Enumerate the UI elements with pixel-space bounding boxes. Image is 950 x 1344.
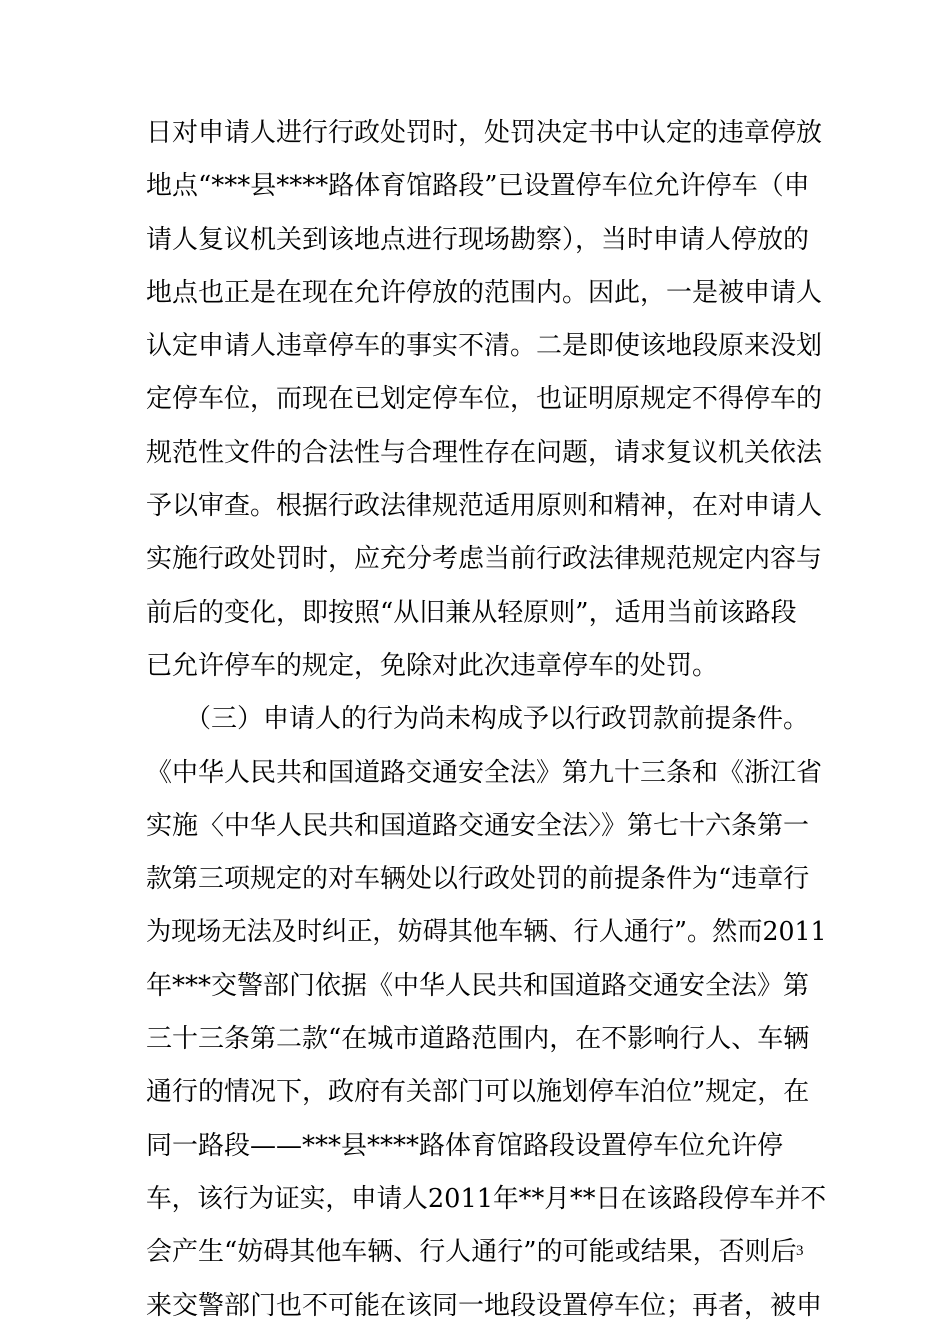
text-line-15: 款第三项规定的对车辆处以行政处罚的前提条件为“违章行: [146, 864, 810, 895]
text-line-4: 地点也正是在现在允许停放的范围内。因此，一是被申请人: [146, 277, 823, 308]
text-line-2: 地点“***县****路体育馆路段”已设置停车位允许停车（申: [146, 171, 810, 202]
text-line-10: 前后的变化，即按照“从旧兼从轻原则”，适用当前该路段: [146, 597, 797, 628]
text-line-21: 车，该行为证实，申请人2011年**月**日在该路段停车并不: [146, 1183, 827, 1214]
text-line-7: 规范性文件的合法性与合理性存在问题，请求复议机关依法: [146, 437, 823, 468]
text-line-18: 三十三条第二款“在城市道路范围内，在不影响行人、车辆: [146, 1024, 810, 1055]
text-line-16: 为现场无法及时纠正，妨碍其他车辆、行人通行”。然而2011: [146, 917, 827, 948]
page-number: 3: [796, 1243, 804, 1259]
text-line-3: 请人复议机关到该地点进行现场勘察），当时申请人停放的: [146, 224, 810, 255]
text-line-9: 实施行政处罚时，应充分考虑当前行政法律规范规定内容与: [146, 544, 823, 575]
text-line-23: 来交警部门也不可能在该同一地段设置停车位；再者，被申: [146, 1290, 823, 1321]
text-line-5: 认定申请人违章停车的事实不清。二是即使该地段原来没划: [146, 331, 823, 362]
text-line-8: 予以审查。根据行政法律规范适用原则和精神，在对申请人: [146, 491, 823, 522]
section-heading-line: （三）申请人的行为尚未构成予以行政罚款前提条件。: [146, 704, 810, 735]
text-line-11: 已允许停车的规定，免除对此次违章停车的处罚。: [146, 650, 719, 681]
text-line-14: 实施〈中华人民共和国道路交通安全法〉》第七十六条第一: [146, 810, 810, 841]
text-line-1: 日对申请人进行行政处罚时，处罚决定书中认定的违章停放: [146, 118, 823, 148]
text-line-19: 通行的情况下，政府有关部门可以施划停车泊位”规定，在: [146, 1077, 810, 1108]
text-line-20: 同一路段——***县****路体育馆路段设置停车位允许停: [146, 1130, 784, 1161]
text-line-22: 会产生“妨碍其他车辆、行人通行”的可能或结果，否则后: [146, 1237, 797, 1268]
text-line-13: 《中华人民共和国道路交通安全法》第九十三条和《浙江省: [146, 757, 823, 788]
text-line-6: 定停车位，而现在已划定停车位，也证明原规定不得停车的: [146, 384, 823, 415]
text-line-17: 年***交警部门依据《中华人民共和国道路交通安全法》第: [146, 970, 810, 1001]
body-text: [146, 107, 827, 1333]
